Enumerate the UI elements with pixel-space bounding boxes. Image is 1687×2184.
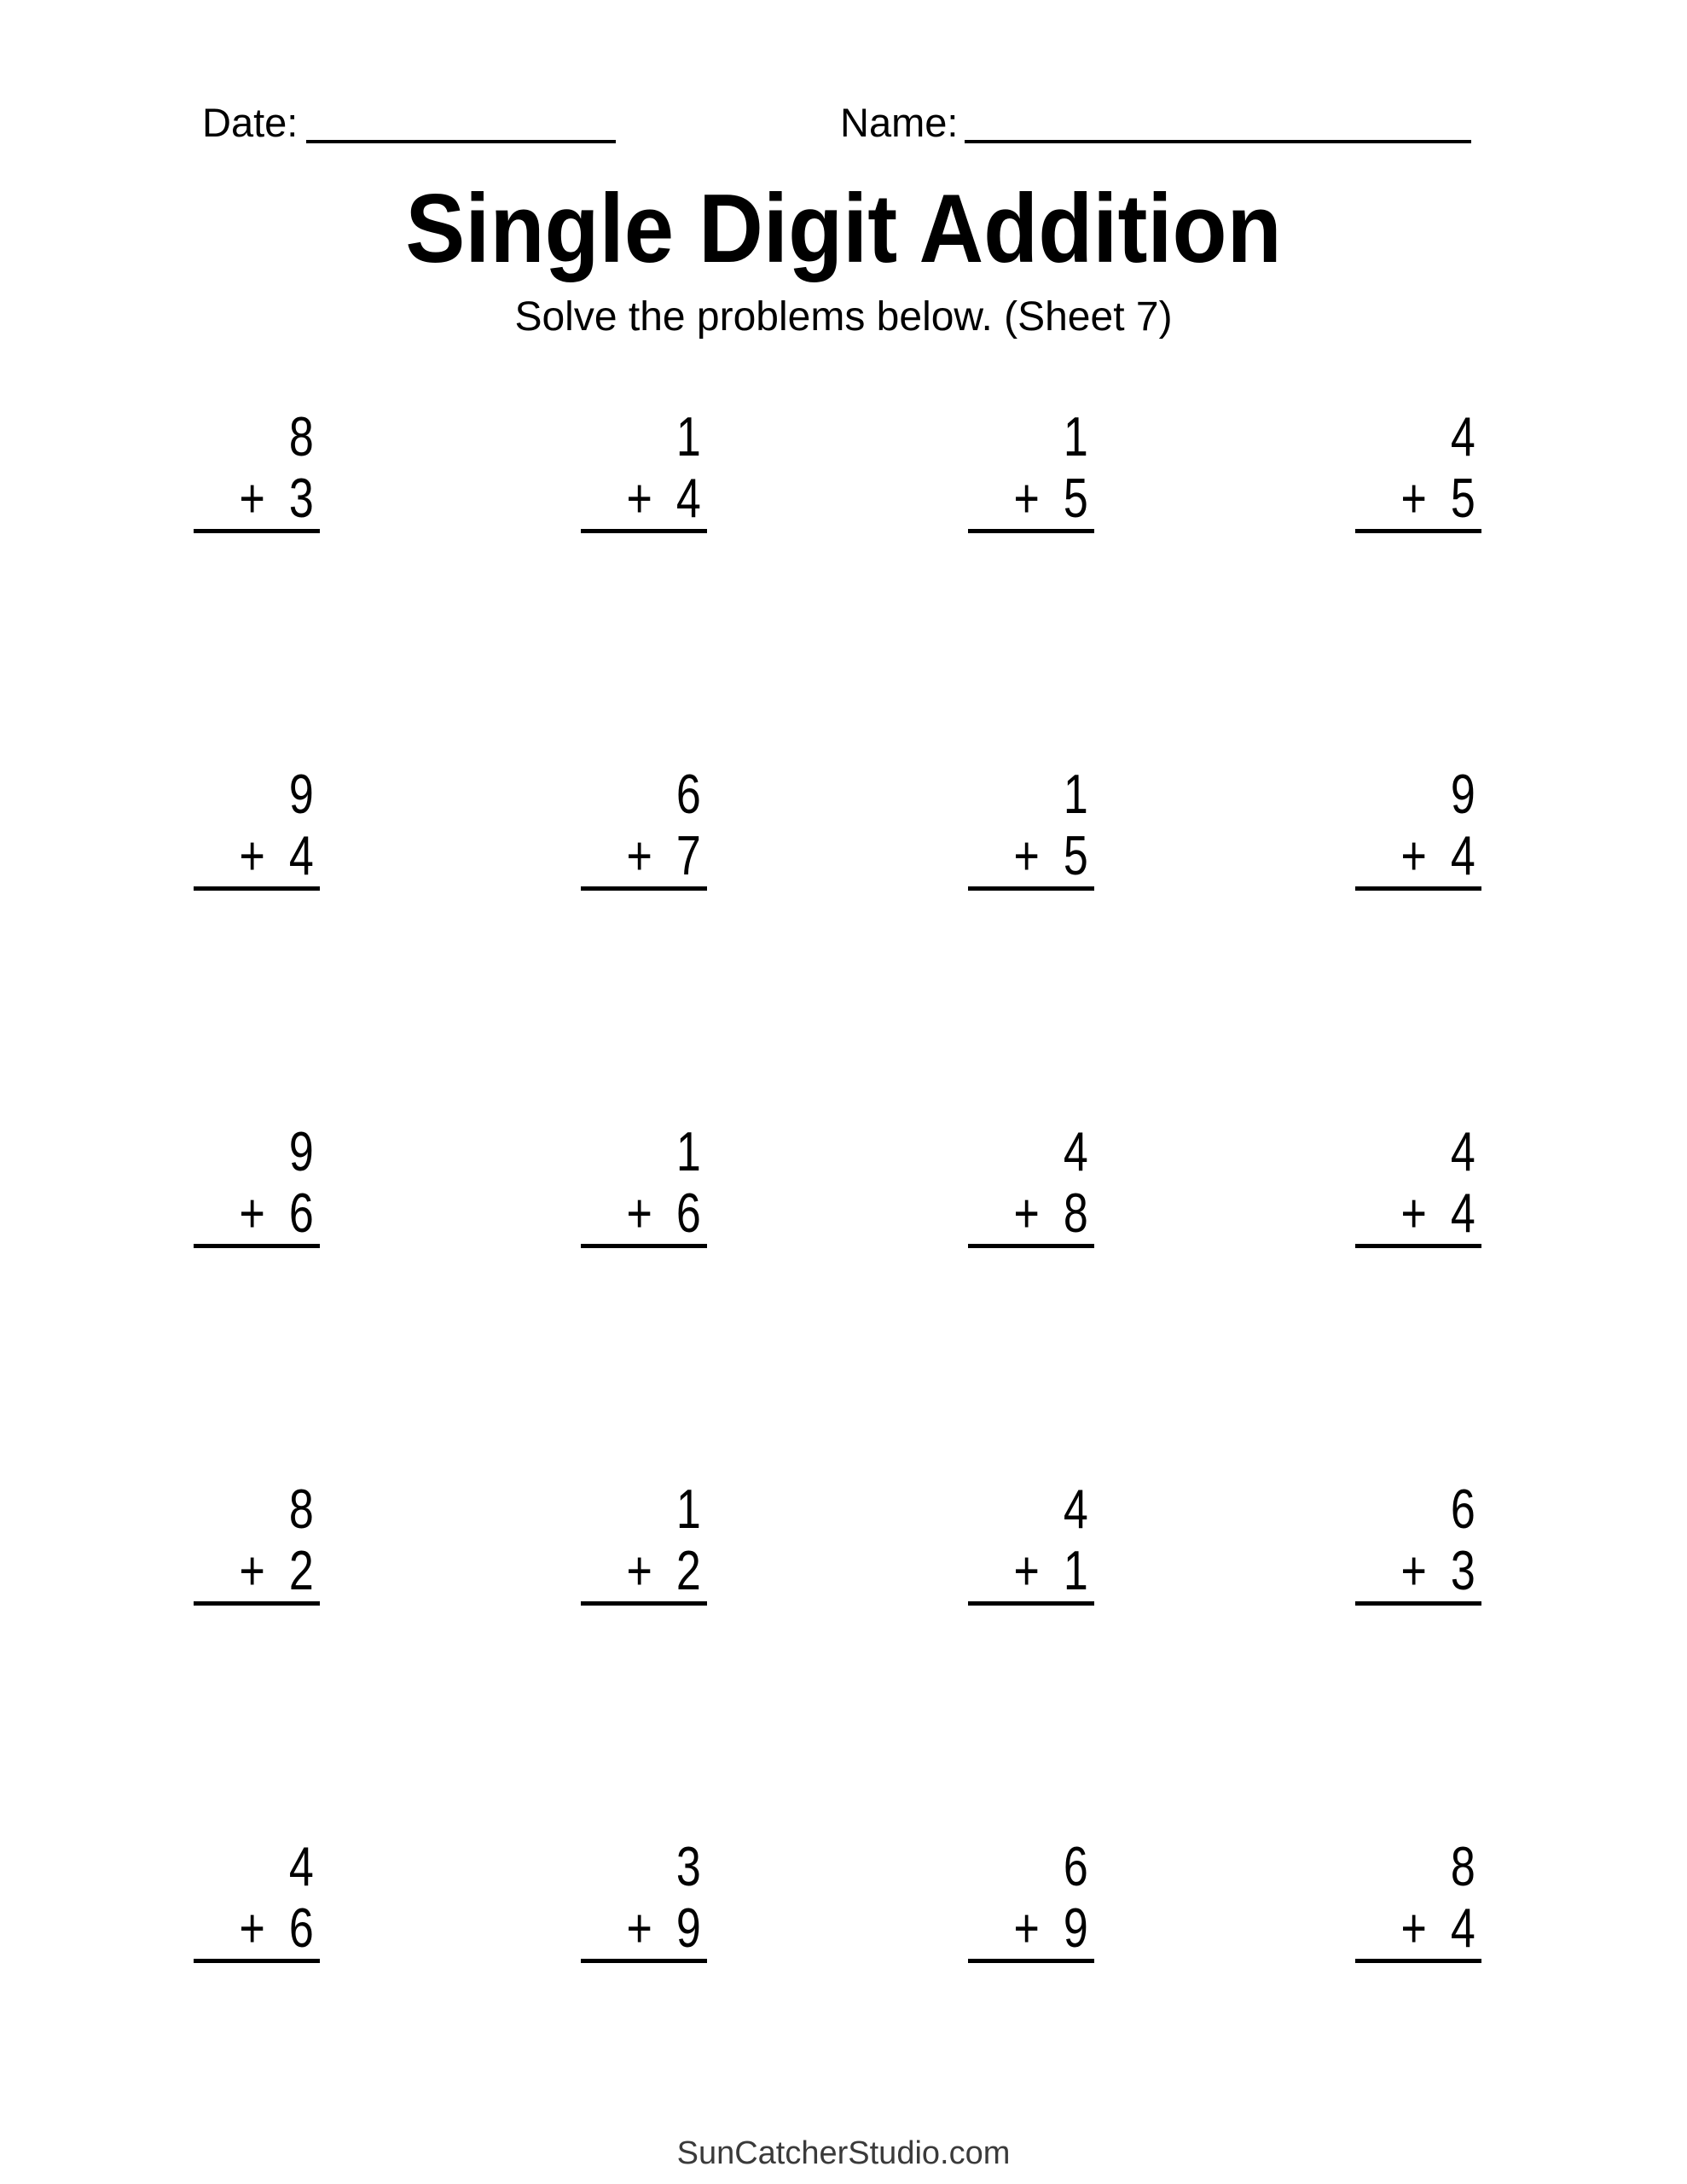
answer-line[interactable]	[1355, 1959, 1481, 1963]
problem-numbers	[1381, 1121, 1481, 1244]
problem-numbers	[994, 406, 1094, 529]
addend-bottom: 3	[1450, 1539, 1475, 1601]
problem-numbers	[994, 1121, 1094, 1244]
problem-numbers	[219, 1478, 320, 1601]
addition-problem	[1355, 1836, 1481, 1963]
answer-line[interactable]	[968, 529, 1094, 533]
addition-problem	[581, 764, 707, 891]
addend-top: 6	[675, 763, 701, 825]
addend-top: 3	[675, 1835, 701, 1897]
addend-bottom: 1	[1063, 1539, 1088, 1601]
footer-site-label: SunCatcherStudio.com	[676, 2135, 1011, 2171]
addend-bottom: 4	[1450, 1182, 1475, 1244]
addition-problem	[1355, 764, 1481, 891]
addition-problem	[1355, 406, 1481, 533]
addend-top: 1	[1063, 763, 1088, 825]
addend-bottom-row	[219, 1897, 314, 1959]
addend-top: 6	[1063, 1835, 1088, 1897]
addend-top: 9	[288, 1120, 314, 1182]
answer-line[interactable]	[581, 1959, 707, 1963]
addend-bottom-row	[994, 825, 1088, 886]
page-subtitle: Solve the problems below. (Sheet 7)	[514, 294, 1173, 340]
answer-line[interactable]	[1355, 1244, 1481, 1248]
plus-operator: +	[1013, 824, 1040, 886]
plus-operator: +	[1400, 467, 1427, 529]
addend-top: 8	[288, 405, 314, 468]
problem-numbers	[219, 1836, 320, 1959]
problem-numbers	[606, 1121, 707, 1244]
problem-numbers	[606, 406, 707, 529]
addend-bottom: 6	[288, 1182, 314, 1244]
addend-bottom-row	[219, 1182, 314, 1244]
addition-problem	[968, 1836, 1094, 1963]
problems-grid	[194, 406, 1481, 1963]
addend-bottom: 6	[675, 1182, 701, 1244]
answer-line[interactable]	[968, 1244, 1094, 1248]
addition-problem	[194, 1836, 320, 1963]
addend-top: 9	[1450, 763, 1475, 825]
problem-numbers	[606, 1836, 707, 1959]
problem-numbers	[606, 764, 707, 886]
addend-bottom-row	[994, 468, 1088, 529]
addend-bottom: 4	[675, 467, 701, 529]
addend-bottom-row	[994, 1540, 1088, 1601]
addend-bottom-row	[1381, 1540, 1475, 1601]
addend-top: 1	[675, 405, 701, 468]
plus-operator: +	[1013, 1182, 1040, 1244]
plus-operator: +	[1400, 824, 1427, 886]
answer-line[interactable]	[581, 1601, 707, 1606]
answer-line[interactable]	[1355, 529, 1481, 533]
addend-bottom-row	[219, 1540, 314, 1601]
answer-line[interactable]	[581, 1244, 707, 1248]
name-label: Name:	[840, 100, 959, 145]
addition-problem	[581, 1836, 707, 1963]
answer-line[interactable]	[194, 1601, 320, 1606]
addition-problem	[194, 406, 320, 533]
answer-line[interactable]	[194, 1959, 320, 1963]
addend-top: 8	[1450, 1835, 1475, 1897]
addend-bottom: 2	[288, 1539, 314, 1601]
plus-operator: +	[239, 467, 265, 529]
date-field	[202, 100, 616, 145]
addend-top: 4	[288, 1835, 314, 1897]
addend-bottom: 8	[1063, 1182, 1088, 1244]
plus-operator: +	[1013, 1896, 1040, 1959]
addend-bottom: 5	[1450, 467, 1475, 529]
answer-line[interactable]	[968, 1601, 1094, 1606]
addition-problem	[968, 764, 1094, 891]
answer-line[interactable]	[1355, 1601, 1481, 1606]
problem-numbers	[219, 406, 320, 529]
addend-bottom-row	[606, 1897, 701, 1959]
plus-operator: +	[626, 1896, 652, 1959]
addend-bottom-row	[606, 1182, 701, 1244]
plus-operator: +	[239, 1182, 265, 1244]
date-line[interactable]	[306, 111, 616, 143]
addend-bottom: 9	[675, 1896, 701, 1959]
answer-line[interactable]	[194, 886, 320, 891]
addend-bottom-row	[606, 468, 701, 529]
page-title: Single Digit Addition	[405, 175, 1282, 283]
addend-top: 4	[1063, 1478, 1088, 1540]
plus-operator: +	[1400, 1539, 1427, 1601]
addend-bottom-row	[994, 1182, 1088, 1244]
addend-bottom: 4	[288, 824, 314, 886]
answer-line[interactable]	[581, 529, 707, 533]
problem-numbers	[1381, 406, 1481, 529]
answer-line[interactable]	[194, 529, 320, 533]
problem-numbers	[606, 1478, 707, 1601]
plus-operator: +	[1013, 467, 1040, 529]
addend-bottom: 5	[1063, 467, 1088, 529]
addition-problem	[1355, 1478, 1481, 1606]
addend-top: 9	[288, 763, 314, 825]
addend-bottom-row	[1381, 1897, 1475, 1959]
addend-top: 1	[675, 1478, 701, 1540]
addend-bottom-row	[606, 825, 701, 886]
addend-bottom-row	[1381, 1182, 1475, 1244]
answer-line[interactable]	[968, 1959, 1094, 1963]
addition-problem	[968, 406, 1094, 533]
name-line[interactable]	[965, 111, 1471, 143]
addend-bottom: 2	[675, 1539, 701, 1601]
problem-numbers	[1381, 764, 1481, 886]
addition-problem	[194, 764, 320, 891]
addend-bottom: 6	[288, 1896, 314, 1959]
addition-problem	[968, 1478, 1094, 1606]
plus-operator: +	[239, 1539, 265, 1601]
addend-bottom: 3	[288, 467, 314, 529]
addend-bottom-row	[1381, 825, 1475, 886]
plus-operator: +	[1013, 1539, 1040, 1601]
answer-line[interactable]	[968, 886, 1094, 891]
answer-line[interactable]	[581, 886, 707, 891]
addition-problem	[968, 1121, 1094, 1248]
plus-operator: +	[626, 467, 652, 529]
addend-bottom: 4	[1450, 824, 1475, 886]
addition-problem	[581, 406, 707, 533]
addend-top: 1	[1063, 405, 1088, 468]
problem-numbers	[994, 764, 1094, 886]
addition-problem	[581, 1478, 707, 1606]
name-field	[840, 100, 1471, 145]
answer-line[interactable]	[194, 1244, 320, 1248]
plus-operator: +	[626, 824, 652, 886]
problem-numbers	[219, 764, 320, 886]
addend-bottom: 4	[1450, 1896, 1475, 1959]
problem-numbers	[1381, 1478, 1481, 1601]
addend-bottom: 9	[1063, 1896, 1088, 1959]
addition-problem	[1355, 1121, 1481, 1248]
answer-line[interactable]	[1355, 886, 1481, 891]
plus-operator: +	[1400, 1182, 1427, 1244]
addend-bottom-row	[219, 468, 314, 529]
addend-bottom-row	[1381, 468, 1475, 529]
addend-bottom-row	[219, 825, 314, 886]
problem-numbers	[994, 1478, 1094, 1601]
problem-numbers	[994, 1836, 1094, 1959]
problem-numbers	[219, 1121, 320, 1244]
plus-operator: +	[239, 824, 265, 886]
date-label: Date:	[202, 100, 299, 145]
addend-bottom: 5	[1063, 824, 1088, 886]
addend-top: 4	[1450, 405, 1475, 468]
addend-top: 6	[1450, 1478, 1475, 1540]
addend-bottom-row	[994, 1897, 1088, 1959]
plus-operator: +	[626, 1539, 652, 1601]
addend-top: 4	[1450, 1120, 1475, 1182]
addend-top: 4	[1063, 1120, 1088, 1182]
addend-top: 1	[675, 1120, 701, 1182]
plus-operator: +	[626, 1182, 652, 1244]
addition-problem	[581, 1121, 707, 1248]
addition-problem	[194, 1121, 320, 1248]
addition-problem	[194, 1478, 320, 1606]
plus-operator: +	[239, 1896, 265, 1959]
addend-bottom-row	[606, 1540, 701, 1601]
addend-bottom: 7	[675, 824, 701, 886]
problem-numbers	[1381, 1836, 1481, 1959]
plus-operator: +	[1400, 1896, 1427, 1959]
addend-top: 8	[288, 1478, 314, 1540]
